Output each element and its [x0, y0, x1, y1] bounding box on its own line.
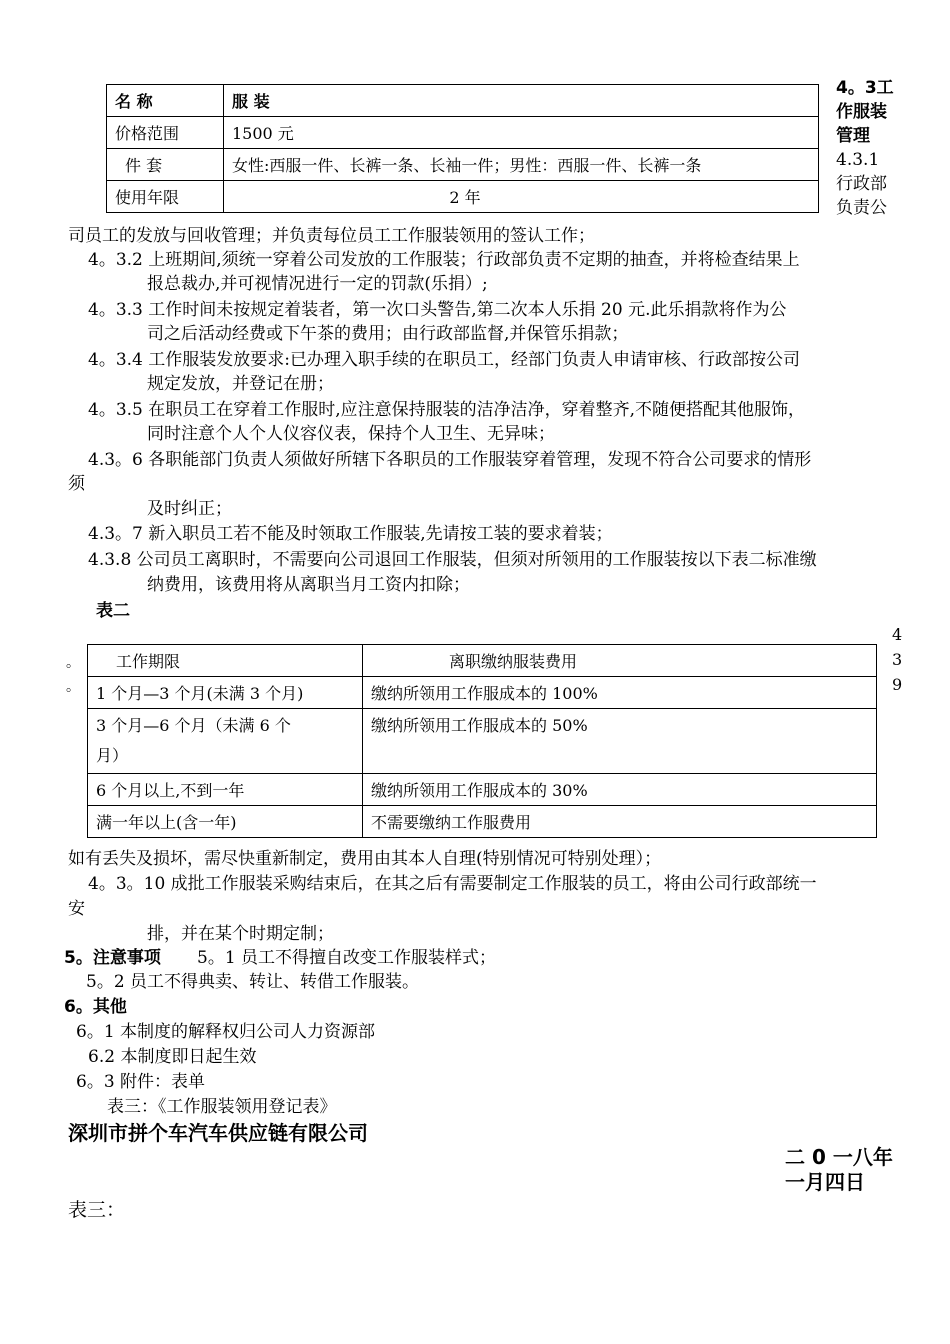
- table-header-cell: 离职缴纳服装费用: [363, 645, 877, 677]
- table-row: [88, 774, 877, 806]
- table-row: [107, 181, 819, 213]
- paragraph: 司员工的发放与回收管理；并负责每位员工工作服装领用的签认工作；: [68, 226, 595, 246]
- table-cell: 缴纳所领用工作服成本的 50%: [363, 709, 877, 774]
- section-heading: 6。其他: [64, 997, 127, 1017]
- table-header-row: [107, 85, 819, 117]
- date-year: 二 0 一八年: [785, 1145, 893, 1169]
- sidebar-text-line: 负责公: [836, 198, 887, 218]
- paragraph: 4.3。6 各职能部门负责人须做好所辖下各职员的工作服装穿着管理，发现不符合公司要求的情形: [88, 450, 812, 470]
- paragraph: 同时注意个人个人仪容仪表，保持个人卫生、无异味；: [147, 424, 555, 444]
- margin-digit: 4: [892, 625, 903, 644]
- paragraph: 规定发放，并登记在册；: [147, 374, 334, 394]
- table-cell: 1500 元: [224, 117, 819, 149]
- table-cell: 缴纳所领用工作服成本的 30%: [363, 774, 877, 806]
- paragraph: 4。3.5 在职员工在穿着工作服时,应注意保持服装的洁净洁净，穿着整齐,不随便搭配其他服饰，: [88, 400, 806, 420]
- margin-dot: 。: [66, 655, 80, 671]
- table-cell: 使用年限: [107, 181, 224, 213]
- list-item: 6。1 本制度的解释权归公司人力资源部: [76, 1022, 376, 1042]
- sidebar-text-line: 行政部: [836, 174, 887, 194]
- table-header-row: [88, 645, 877, 677]
- table-cell: 满一年以上(含一年): [88, 806, 363, 838]
- table-cell: 不需要缴纳工作服费用: [363, 806, 877, 838]
- paragraph: 4。3.3 工作时间未按规定着装者，第一次口头警告,第二次本人乐捐 20 元.此乐捐款将作为公: [88, 300, 787, 320]
- sidebar-heading-line: 4。3工: [836, 78, 894, 98]
- list-item: 6.2 本制度即日起生效: [88, 1047, 257, 1067]
- table-row: [107, 149, 819, 181]
- uniform-spec-table: [106, 84, 819, 213]
- list-item: 表三：《工作服装领用登记表》: [107, 1097, 337, 1117]
- table-cell: 缴纳所领用工作服成本的 100%: [363, 677, 877, 709]
- table-cell: 1 个月—3 个月(未满 3 个月): [88, 677, 363, 709]
- sidebar-section-heading: [836, 76, 894, 220]
- margin-digit: 9: [892, 675, 903, 694]
- paragraph: 及时纠正；: [147, 499, 232, 519]
- list-item: 6。3 附件：表单: [76, 1072, 206, 1092]
- paragraph: 4.3。7 新入职员工若不能及时领取工作服装,先请按工装的要求着装；: [88, 524, 613, 544]
- date-day: 一月四日: [785, 1170, 865, 1194]
- paragraph: 司之后活动经费或下午茶的费用；由行政部监督,并保管乐捐款；: [147, 324, 629, 344]
- sidebar-text-line: 4.3.1: [836, 150, 880, 170]
- footer-table-label: 表三：: [68, 1199, 126, 1221]
- paragraph: 4。3。10 成批工作服装采购结束后，在其之后有需要制定工作服装的员工，将由公司行政部统一: [88, 874, 817, 894]
- table-cell: [88, 709, 363, 774]
- paragraph: 须: [68, 474, 85, 494]
- paragraph: 4。3.2 上班期间,须统一穿着公司发放的工作服装；行政部负责不定期的抽查，并将检查结果上: [88, 250, 800, 270]
- table-cell: 2 年: [224, 181, 819, 213]
- table-header-cell: 服 装: [224, 85, 819, 117]
- paragraph: 4.3.8 公司员工离职时，不需要向公司退回工作服装，但须对所领用的工作服装按以下表二标准缴: [88, 550, 817, 570]
- paragraph: 排，并在某个时期定制；: [147, 924, 334, 944]
- margin-dot: 。: [66, 679, 80, 695]
- margin-digit: 3: [892, 650, 903, 669]
- table-cell: 件 套: [107, 149, 224, 181]
- list-item: 5。2 员工不得典卖、转让、转借工作服装。: [86, 972, 420, 992]
- cell-line: 3 个月—6 个月（未满 6 个: [96, 716, 291, 735]
- company-name: 深圳市拼个车汽车供应链有限公司: [68, 1121, 368, 1145]
- sidebar-heading-line: 作服装: [836, 102, 887, 122]
- paragraph: 报总裁办,并可视情况进行一定的罚款(乐捐）;: [147, 274, 488, 294]
- table-title: 表二: [96, 601, 130, 621]
- table-cell: 6 个月以上,不到一年: [88, 774, 363, 806]
- section-heading: 5。注意事项: [64, 948, 161, 968]
- resignation-fee-table: [87, 644, 877, 838]
- margin-number-column: [892, 622, 902, 697]
- paragraph: 4。3.4 工作服装发放要求:已办理入职手续的在职员工，经部门负责人申请审核、行政部按公司: [88, 350, 800, 370]
- table-cell: 价格范围: [107, 117, 224, 149]
- sidebar-heading-line: 管理: [836, 126, 870, 146]
- table-row: [88, 709, 877, 774]
- table-row: [88, 806, 877, 838]
- table-cell: 女性:西服一件、长裤一条、长袖一件；男性：西服一件、长裤一条: [224, 149, 819, 181]
- paragraph: 纳费用，该费用将从离职当月工资内扣除；: [147, 575, 470, 595]
- table-header-cell: 名 称: [107, 85, 224, 117]
- list-item: 5。1 员工不得擅自改变工作服装样式；: [197, 948, 497, 968]
- table-row: [107, 117, 819, 149]
- table-header-cell: 工作期限: [88, 645, 363, 677]
- table-row: [88, 677, 877, 709]
- paragraph: 如有丢失及损坏，需尽快重新制定，费用由其本人自理(特别情况可特别处理）；: [68, 849, 662, 869]
- paragraph: 安: [68, 899, 85, 919]
- cell-line: 月）: [96, 746, 129, 765]
